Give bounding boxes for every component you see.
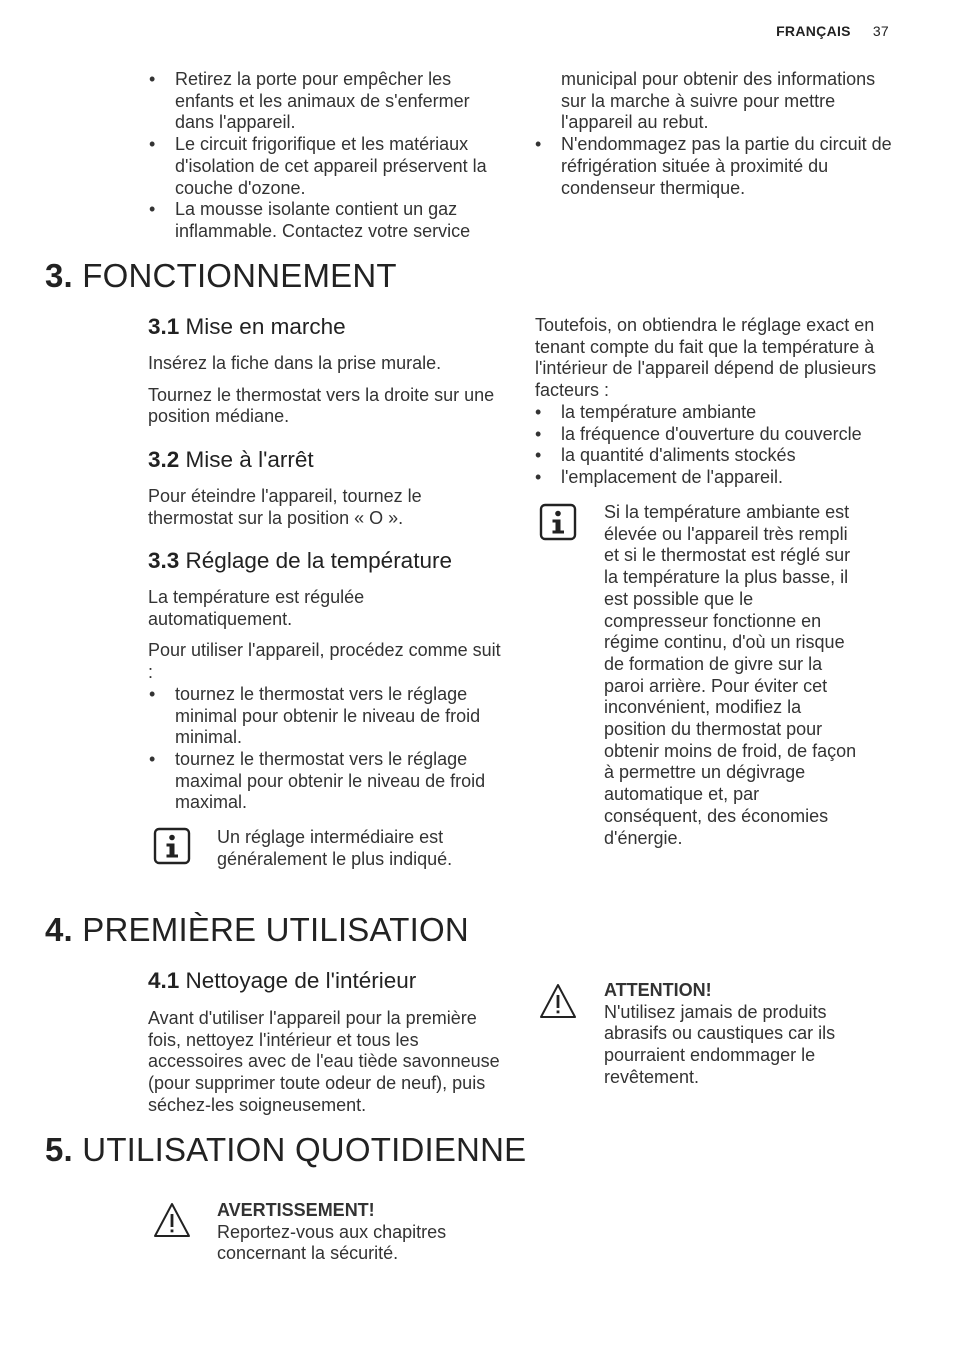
section-title: UTILISATION QUOTIDIENNE xyxy=(82,1131,527,1168)
subsection-4-1-heading xyxy=(148,968,416,994)
subsection-3-1-heading xyxy=(148,314,346,340)
subsection-title: Nettoyage de l'intérieur xyxy=(185,968,417,993)
section-3-heading xyxy=(45,257,397,295)
subsection-title: Mise en marche xyxy=(185,314,346,339)
section-3-right-column xyxy=(535,315,895,489)
warning-text: Reportez-vous aux chapitres concernant la sécurité. xyxy=(217,1221,447,1264)
paragraph: La température est régulée automatiquement. xyxy=(148,587,365,629)
section-number: 3. xyxy=(45,257,73,294)
list-item: • Le circuit frigorifique et les matériaux d'isolation de cet appareil préservent la couche d'ozone. xyxy=(175,134,505,199)
subsection-number: 4.1 xyxy=(148,968,180,993)
info-note-text: Un réglage intermédiaire est généralement le plus indiqué. xyxy=(217,827,453,869)
list-item: • La mousse isolante contient un gaz inflammable. Contactez votre service xyxy=(175,199,505,242)
header-language: FRANÇAIS xyxy=(776,23,851,39)
warning-box xyxy=(217,1200,487,1265)
list-item: • la température ambiante xyxy=(561,402,895,424)
top-left-bullet-list xyxy=(175,69,505,243)
list-item: • Retirez la porte pour empêcher les enfants et les animaux de s'enfermer dans l'appareil. xyxy=(175,69,505,134)
paragraph: Insérez la fiche dans la prise murale. xyxy=(148,353,442,373)
paragraph: Toutefois, on obtiendra le réglage exact en tenant compte du fait que la température à l'intérieur de l'appareil dépend de plusieurs facteurs : xyxy=(535,315,877,401)
factors-bullet-list xyxy=(561,402,895,489)
section-4-heading xyxy=(45,911,469,949)
caution-label: ATTENTION! xyxy=(604,980,712,1000)
subsection-3-1-body xyxy=(148,353,508,428)
section-title: FONCTIONNEMENT xyxy=(82,257,397,294)
subsection-3-2-body xyxy=(148,486,478,529)
paragraph: Pour éteindre l'appareil, tournez le thermostat sur la position « O ». xyxy=(148,486,422,528)
subsection-3-3-body xyxy=(148,587,508,814)
page-number: 37 xyxy=(872,23,889,39)
warning-triangle-icon xyxy=(153,1201,191,1239)
list-item: • tournez le thermostat vers le réglage minimal pour obtenir le niveau de froid minimal. xyxy=(175,684,500,749)
subsection-number: 3.2 xyxy=(148,447,180,472)
section-number: 4. xyxy=(45,911,73,948)
list-item: • N'endommagez pas la partie du circuit de réfrigération située à proximité du condenseur thermique. xyxy=(561,134,901,199)
settings-bullet-list xyxy=(175,684,500,814)
subsection-3-3-heading xyxy=(148,548,452,574)
info-note-text: Si la température ambiante est élevée ou l'appareil très rempli et si le thermostat est réglé sur la température la plus basse, il est possible que le compresseur fonctionne en régime continu, d'où un risque de formation de givre sur la paroi arrière. Pour éviter cet inconvénient, modifiez la position du thermostat pour obtenir moins de froid, de façon à permettre un dégivrage automatique et, par conséquent, des économies d'énergie. xyxy=(604,502,857,848)
warning-triangle-icon xyxy=(539,982,577,1020)
subsection-3-2-heading xyxy=(148,447,314,473)
top-right-block xyxy=(561,69,901,199)
continuation-text: municipal pour obtenir des informations sur la marche à suivre pour mettre l'appareil au rebut. xyxy=(561,69,876,133)
paragraph: Tournez le thermostat vers la droite sur une position médiane. xyxy=(148,384,495,427)
subsection-number: 3.3 xyxy=(148,548,180,573)
warning-label: AVERTISSEMENT! xyxy=(217,1200,375,1220)
subsection-title: Mise à l'arrêt xyxy=(185,447,314,472)
subsection-title: Réglage de la température xyxy=(185,548,452,573)
paragraph: Avant d'utiliser l'appareil pour la première fois, nettoyez l'intérieur et tous les accessoires avec de l'eau tiède savonneuse (pour supprimer toute odeur de neuf), puis séchez-les soigneusement. xyxy=(148,1008,500,1115)
info-icon xyxy=(539,503,577,541)
list-item: • la quantité d'aliments stockés xyxy=(561,445,895,467)
info-icon xyxy=(153,827,191,865)
caution-box xyxy=(604,980,874,1089)
section-title: PREMIÈRE UTILISATION xyxy=(82,911,469,948)
section-number: 5. xyxy=(45,1131,73,1168)
list-item: • tournez le thermostat vers le réglage maximal pour obtenir le niveau de froid maximal. xyxy=(175,749,500,814)
subsection-number: 3.1 xyxy=(148,314,180,339)
caution-text: N'utilisez jamais de produits abrasifs ou caustiques car ils pourraient endommager le revêtement. xyxy=(604,1001,836,1087)
paragraph: Pour utiliser l'appareil, procédez comme suit : xyxy=(148,640,501,683)
section-5-heading xyxy=(45,1131,526,1169)
top-right-bullet-list xyxy=(561,134,901,199)
list-item: • la fréquence d'ouverture du couvercle xyxy=(561,424,895,446)
list-item: • l'emplacement de l'appareil. xyxy=(561,467,895,489)
page-header xyxy=(776,21,889,43)
